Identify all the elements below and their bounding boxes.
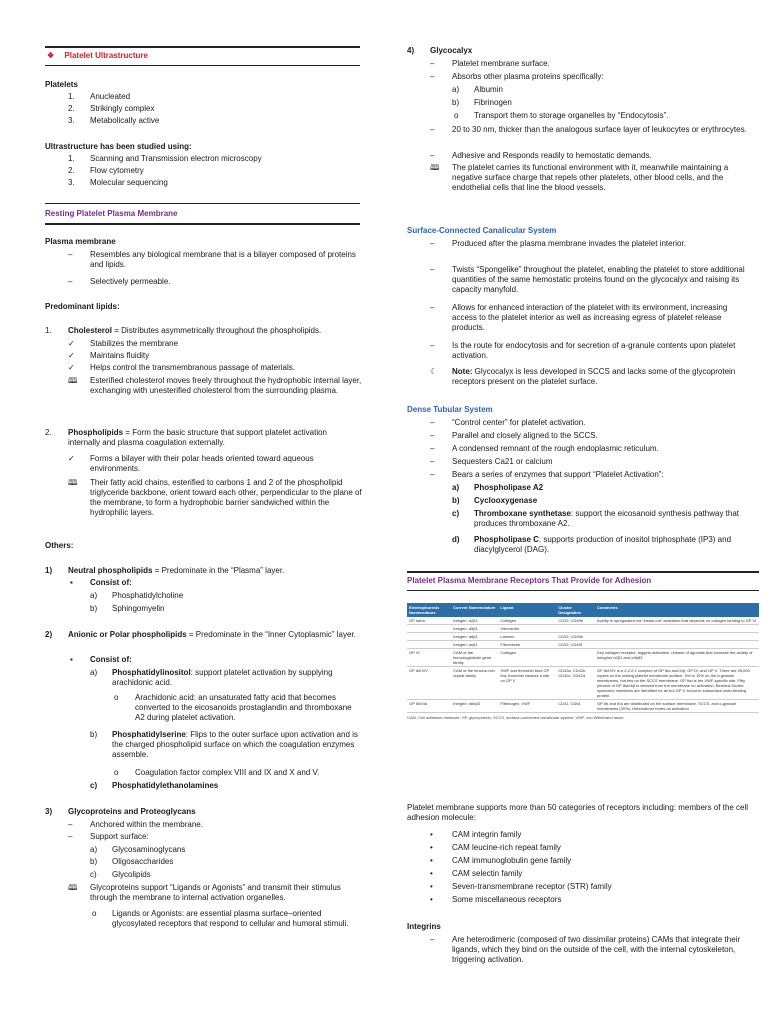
dash-icon: –	[430, 72, 435, 81]
cholesterol-check-2: Maintains fluidity	[90, 351, 150, 360]
top-rule-left	[45, 46, 360, 48]
table-cell: Vitronectin	[498, 625, 556, 633]
num-4p: 4)	[407, 46, 415, 55]
table-cell	[556, 625, 595, 633]
section-rule-bottom	[45, 223, 360, 225]
receptor-rule-bottom	[407, 590, 759, 591]
glycoproteins-heading: Glycoproteins and Proteoglycans	[68, 807, 196, 816]
table-cell: Fibrinogen, VWF	[498, 700, 556, 713]
plasma-membrane-point-1: Resembles any biological membrane that is a bilayer composed of proteins and lipids.	[90, 250, 356, 269]
dash-icon: –	[68, 820, 73, 829]
others-heading: Others:	[45, 541, 74, 550]
circle-bullet-icon: o	[454, 111, 459, 120]
table-cell	[556, 649, 595, 667]
table-cell: CD29, CD49f	[556, 641, 595, 649]
receptor-table	[407, 603, 759, 720]
sccs-point-3: Allows for enhanced interaction of the platelet with its environment, increasing access to the platelet interior as well as increasing egress of platelet release products.	[452, 303, 728, 332]
check-icon: ✓	[68, 454, 75, 463]
table-header-cell: Comments	[595, 603, 759, 617]
table-row	[407, 633, 759, 641]
table-cell	[595, 641, 759, 649]
dash-icon: –	[430, 59, 435, 68]
table-header-cell: Cluster Designation	[556, 603, 595, 617]
dash-icon: –	[68, 250, 73, 259]
receptor-section-heading: Platelet Plasma Membrane Receptors That Provide for Adhesion	[407, 576, 652, 585]
cholesterol-check-1: Stabilizes the membrane	[90, 339, 179, 348]
dts-point-2: Parallel and closely aligned to the SCCS.	[452, 431, 598, 440]
glycocalyx-item-a: a) Albumin	[452, 85, 503, 94]
ultra-item-1: 1. Scanning and Transmission electron microscopy	[68, 154, 262, 163]
bullet-icon: •	[430, 895, 433, 904]
book-icon: 🕮	[430, 163, 440, 172]
table-row	[407, 625, 759, 633]
glycocalyx-note: The platelet carries its functional environment with it, meanwhile maintaining a negative surface charge that repels other platelets, other blood cells, and the endothelial cells that line the blood vessels.	[452, 163, 729, 192]
dash-icon: –	[430, 418, 435, 427]
glycocalyx-item-b: b) Fibrinogen	[452, 98, 512, 107]
table-cell: GP IIb and IIIa are distributed on the surface membrane, SCCS, and α-granule membranes (30%). Heterodimer forms on activation	[595, 700, 759, 713]
dts-point-3: A condensed remnant of the rough endoplasmic reticulum.	[452, 444, 659, 453]
num-1p: 1)	[45, 566, 53, 575]
section-title-resting-membrane: Resting Platelet Plasma Membrane	[45, 209, 178, 218]
ligands-note: Ligands or Agonists: are essential plasma surface–oriented glycosylated receptors that respond to cellular and humoral stimuli.	[112, 909, 349, 928]
num-3p: 3)	[45, 807, 53, 816]
dash-icon: –	[430, 303, 435, 312]
table-header-row	[407, 603, 759, 617]
table-cell: Integrin: αIIbβ3	[451, 700, 498, 713]
neutral-item-a: a) Phosphatidylcholine	[90, 591, 184, 600]
dash-icon: –	[68, 277, 73, 286]
cam-item-3: CAM immunoglobulin gene family	[452, 856, 572, 865]
glyco-point-1: Anchored within the membrane.	[90, 820, 203, 829]
glyco-note: Glycoproteins support “Ligands or Agonists” and transmit their stimulus through the membrane to internal activation organelles.	[90, 883, 341, 902]
consist-of-label: Consist of:	[90, 578, 132, 587]
plasma-membrane-heading: Plasma membrane	[45, 237, 116, 246]
table-header-cell: Ligand	[498, 603, 556, 617]
integrins-point-1: Are heterodimeric (composed of two dissimilar proteins) CAMs that integrate their ligands, which they bind on the outside of the cell, with the internal cytoskeleton, triggering activation.	[452, 935, 741, 964]
dts-point-1: “Control center” for platelet activation.	[452, 418, 586, 427]
table-cell: Integrin: α6β1	[451, 633, 498, 641]
table-cell: GP Ib/IX/V is a 2:2:2:1 complex of GP Ibα and Ibβ, GP IX, and GP V. There are 25,000 copies on the resting platelet membrane surface, 5% to 10% on the α-granule membranes, but few on the SCCS membrane. GP Ibα is the VWF-specific site. Fifty percent of GP Ibα/Ibβ is cleaved from the membrane on activation. Bernard-Soulier syndrome mutations are identified for all but GP V, found to subsurface actin-binding protein.	[595, 667, 759, 700]
table-cell: CD29, CD49e	[556, 633, 595, 641]
anionic-phospholipids-line: Anionic or Polar phospholipids = Predominate in the “Inner Cytoplasmic” layer.	[68, 630, 356, 639]
table-footnote: CAM, Cell adhesion molecule; GP, glycoprotein; SCCS, surface-connected canalicular system; VWF, von Willebrand factor.	[407, 715, 625, 720]
cam-item-6: Some miscellaneous receptors	[452, 895, 562, 904]
ultrastructure-heading: Ultrastructure has been studied using:	[45, 142, 192, 151]
book-icon: 🕮	[68, 883, 78, 892]
table-cell: GP VI	[407, 649, 451, 667]
table-cell: CAM of the leucine-rich repeat family	[451, 667, 498, 700]
enzyme-c-letter: c)	[452, 509, 460, 518]
ultra-item-3: 3. Molecular sequencing	[68, 178, 168, 187]
letter-c: c)	[90, 781, 98, 790]
glyco-item-c: c) Glycolipids	[90, 870, 151, 879]
table-cell: Collagen	[498, 617, 556, 625]
table-cell	[407, 633, 451, 641]
dash-icon: –	[430, 239, 435, 248]
table-cell	[595, 633, 759, 641]
receptor-rule-top	[407, 571, 759, 573]
platelets-heading: Platelets	[45, 80, 78, 89]
table-header-cell: Electrophoresis Nomenclature	[407, 603, 451, 617]
table-cell: VWF and thrombin bind GP Ibα; thrombin cleaves a site on GP V	[498, 667, 556, 700]
table-cell: Integrin: α2β1	[451, 617, 498, 625]
phospholipids-line: Phospholipids = Form the basic structure that support platelet activation internally and plasma coagulation externally.	[68, 428, 327, 447]
num-2p: 2)	[45, 630, 53, 639]
check-icon: ✓	[68, 363, 75, 372]
book-icon: 🕮	[68, 478, 78, 487]
enzyme-c: Thromboxane synthetase: support the eicosanoid synthesis pathway that produces thromboxane A2.	[474, 509, 740, 528]
square-bullet-icon: ▪	[70, 655, 73, 664]
ultra-item-2: 2. Flow cytometry	[68, 166, 144, 175]
dash-icon: –	[430, 125, 435, 134]
table-cell: GP IIb/IIIa	[407, 700, 451, 713]
dash-icon: –	[430, 265, 435, 274]
table-cell	[595, 625, 759, 633]
bullet-icon: •	[430, 856, 433, 865]
glyco-item-a: a) Glycosaminoglycans	[90, 845, 186, 854]
neutral-item-b: b) Sphingomyelin	[90, 604, 165, 613]
platelets-item-3: 3. Metabolically active	[68, 116, 160, 125]
glycocalyx-heading: Glycocalyx	[430, 46, 473, 55]
glycocalyx-point-2: Absorbs other plasma proteins specifically:	[452, 72, 604, 81]
coagulation-note: Coagulation factor complex VIII and IX and X and V.	[135, 768, 320, 777]
dash-icon: –	[430, 457, 435, 466]
book-icon: 🕮	[68, 376, 78, 385]
table-cell: Integrin: αvβ1	[451, 641, 498, 649]
dash-icon: –	[430, 470, 435, 479]
dash-icon: –	[430, 431, 435, 440]
cam-item-2: CAM leucine-rich repeat family	[452, 843, 561, 852]
moon-note-icon: ☾	[430, 367, 438, 376]
phospholipids-check: Forms a bilayer with their polar heads oriented toward aqueous environments.	[90, 454, 314, 473]
arachidonic-acid-note: Arachidonic acid: an unsaturated fatty acid that becomes converted to the eicosanoids prostaglandin and thromboxane A2 during platelet activation.	[135, 693, 352, 722]
table-header-cell: Current Nomenclature	[451, 603, 498, 617]
enzyme-d: Phospholipase C: supports production of inositol triphosphate (IP3) and diacylglycerol (DAG).	[474, 535, 732, 554]
section-rule	[45, 203, 360, 204]
circle-bullet-icon: o	[114, 693, 119, 702]
enzyme-b: b) Cyclooxygenase	[452, 496, 538, 505]
sccs-point-1: Produced after the plasma membrane invades the platelet interior.	[452, 239, 686, 248]
bullet-icon: •	[430, 843, 433, 852]
section-title-platelet-ultrastructure: ❖ Platelet Ultrastructure	[47, 51, 148, 60]
enzyme-a: a) Phospholipase A2	[452, 483, 544, 492]
table-cell: CAM of the immunoglobulin gene family	[451, 649, 498, 667]
circle-bullet-icon: o	[92, 909, 97, 918]
table-cell: Collagen	[498, 649, 556, 667]
letter-b: b)	[90, 730, 98, 739]
table-cell: Laminin	[498, 633, 556, 641]
cam-item-4: CAM selectin family	[452, 869, 523, 878]
cholesterol-check-3: Helps control the transmembranous passage of materials.	[90, 363, 295, 372]
table-row	[407, 667, 759, 700]
table-row	[407, 700, 759, 713]
platelets-item-2: 2. Strikingly complex	[68, 104, 155, 113]
glycocalyx-point-3: 20 to 30 nm, thicker than the analogous surface layer of leukocytes or erythrocytes.	[452, 125, 747, 134]
glyco-item-b: b) Oligosaccharides	[90, 857, 174, 866]
neutral-phospholipids-line: Neutral phospholipids = Predominate in the “Plasma” layer.	[68, 566, 285, 575]
plasma-membrane-point-2: Selectively permeable.	[90, 277, 171, 286]
predominant-lipids-heading: Predominant lipids:	[45, 302, 120, 311]
glyco-point-2: Support surface:	[90, 832, 149, 841]
table-cell: GP Ia/IIa	[407, 617, 451, 625]
dts-heading: Dense Tubular System	[407, 405, 493, 414]
table-cell: GP Ib/IX/V	[407, 667, 451, 700]
dash-icon: –	[430, 151, 435, 160]
check-icon: ✓	[68, 339, 75, 348]
phosphatidylinositol-line: Phosphatidylinositol: support platelet activation by supplying arachidonic acid.	[112, 668, 333, 687]
sccs-note: Note: Glycocalyx is less developed in SCCS and lacks some of the glycoprotein receptors present on the platelet surface.	[452, 367, 736, 386]
sccs-heading: Surface-Connected Canalicular System	[407, 226, 557, 235]
num-1: 1.	[45, 326, 52, 335]
endocytosis-note: Transport them to storage organelles by “Endocytosis”.	[474, 111, 669, 120]
dash-icon: –	[430, 935, 435, 944]
table-row	[407, 641, 759, 649]
glycocalyx-point-4: Adhesive and Responds readily to hemostatic demands.	[452, 151, 652, 160]
table-cell	[407, 641, 451, 649]
num-2: 2.	[45, 428, 52, 437]
cholesterol-note: Esterified cholesterol moves freely throughout the hydrophobic internal layer, exchanging with unesterified cholesterol from the surrounding plasma.	[90, 376, 362, 395]
platelets-item-1: 1. Anucleated	[68, 92, 131, 101]
dash-icon: –	[68, 832, 73, 841]
sccs-point-4: Is the route for endocytosis and for secretion of a-granule contents upon platelet activation.	[452, 341, 736, 360]
table-row	[407, 617, 759, 625]
table-cell: CD41, CD61	[556, 700, 595, 713]
phosphatidylethanolamines: Phosphatidylethanolamines	[112, 781, 219, 790]
cam-item-5: Seven-transmembrane receptor (STR) family	[452, 882, 612, 891]
circle-bullet-icon: o	[114, 768, 119, 777]
table-row	[407, 649, 759, 667]
dts-point-4: Sequesters Ca21 or calcium	[452, 457, 553, 466]
cam-item-1: CAM integrin family	[452, 830, 522, 839]
dash-icon: –	[430, 341, 435, 350]
table-cell	[407, 625, 451, 633]
consist-of-label: Consist of:	[90, 655, 132, 664]
integrins-heading: Integrins	[407, 922, 441, 931]
dash-icon: –	[430, 444, 435, 453]
cam-intro: Platelet membrane supports more than 50 categories of receptors including: members of the cell adhesion molecule:	[407, 803, 749, 822]
table-cell: CD29, CD49b	[556, 617, 595, 625]
dts-point-5: Bears a series of enzymes that support “Platelet Activation”:	[452, 470, 664, 479]
check-icon: ✓	[68, 351, 75, 360]
table-cell: CD42a, CD42b, CD42c, CD42d	[556, 667, 595, 700]
cholesterol-line: Cholesterol = Distributes asymmetrically throughout the phospholipids.	[68, 326, 322, 335]
sccs-point-2: Twists “Spongelike” throughout the platelet, enabling the platelet to store additional quantities of the same hemostatic proteins found on the glycocalyx and raising its capacity manyfold.	[452, 265, 745, 294]
table-cell: Key collagen receptor, triggers activation, release of agonists that increase the avidity of integrins α2β1 and αIIbβ3	[595, 649, 759, 667]
bullet-icon: •	[430, 882, 433, 891]
table-cell: Avidity is upregulated via “inside-out” activation that depends on collagen binding to GP VI	[595, 617, 759, 625]
glycocalyx-point-1: Platelet membrane surface.	[452, 59, 550, 68]
diamond-bullet-icon: ❖	[47, 51, 55, 60]
bullet-icon: •	[430, 830, 433, 839]
phospholipids-note: Their fatty acid chains, esterified to carbons 1 and 2 of the phospholipid triglyceride backbone, orient toward each other, perpendicular to the plane of the membrane, to form a hydrophobic barrier sandwiched within the hydrophilic layers.	[90, 478, 362, 517]
title-underline	[45, 65, 360, 66]
bullet-icon: •	[430, 869, 433, 878]
table-cell: Integrin: α5β1	[451, 625, 498, 633]
table-cell: Fibronectin	[498, 641, 556, 649]
square-bullet-icon: ▪	[70, 578, 73, 587]
phosphatidylserine-line: Phosphatidylserine: Flips to the outer surface upon activation and is the charged phospholipid surface on which the coagulation enzymes assemble.	[112, 730, 358, 759]
letter-a: a)	[90, 668, 98, 677]
enzyme-d-letter: d)	[452, 535, 460, 544]
